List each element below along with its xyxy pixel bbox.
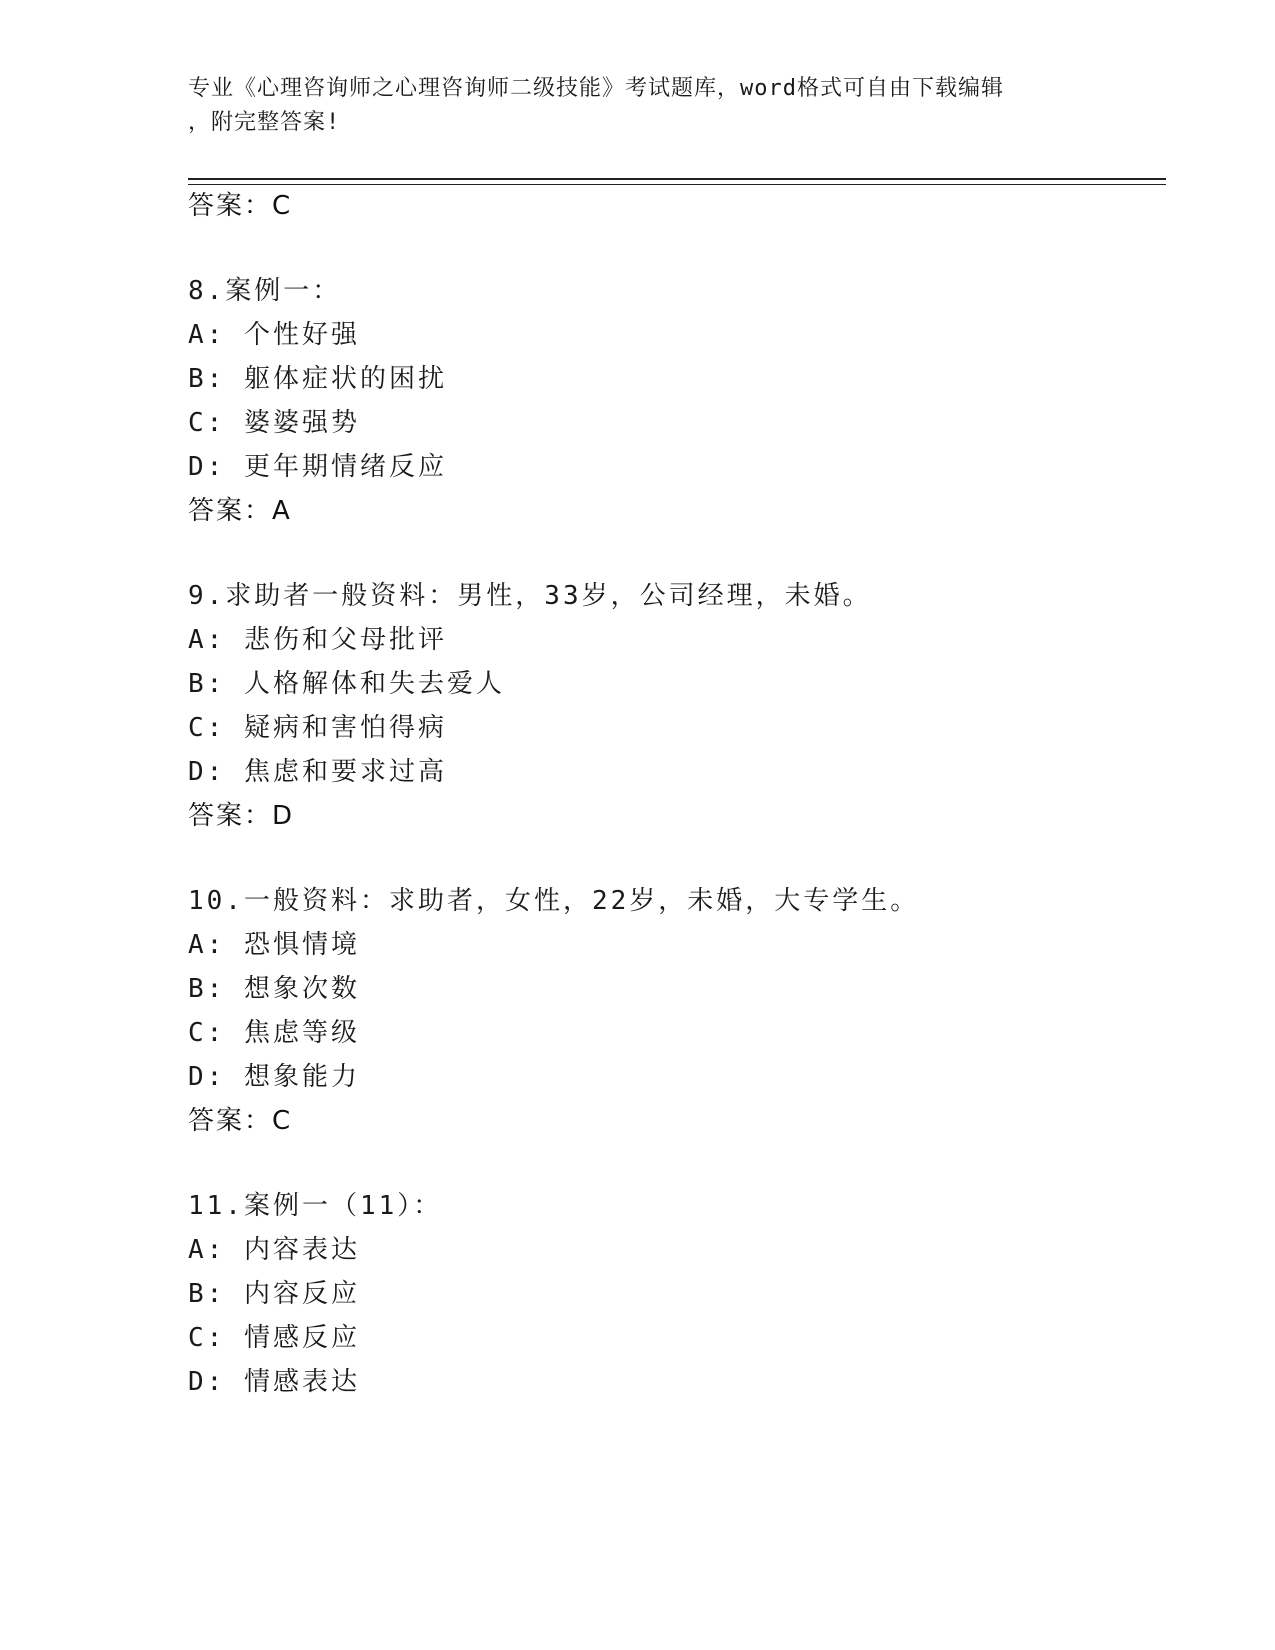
- question-11-option-c: C: 情感反应: [188, 1323, 360, 1353]
- question-8-answer: 答案：A: [188, 496, 292, 526]
- question-8-option-a: A: 个性好强: [188, 320, 360, 350]
- question-8-option-b: B: 躯体症状的困扰: [188, 364, 447, 394]
- header-divider-thin: [188, 184, 1166, 185]
- question-11-stem: 11.案例一（11）：: [188, 1191, 443, 1221]
- question-10-option-d: D: 想象能力: [188, 1062, 360, 1092]
- question-9-stem: 9.求助者一般资料：男性，33岁，公司经理，未婚。: [188, 581, 872, 611]
- answer-previous: 答案：C: [188, 191, 293, 221]
- question-10-option-b: B: 想象次数: [188, 974, 360, 1004]
- question-10-option-a: A: 恐惧情境: [188, 930, 360, 960]
- question-8-option-c: C: 婆婆强势: [188, 408, 360, 438]
- question-11-option-a: A: 内容表达: [188, 1235, 360, 1265]
- question-11-option-d: D: 情感表达: [188, 1367, 360, 1397]
- document-header: [188, 72, 1088, 140]
- question-9-option-a: A: 悲伤和父母批评: [188, 625, 447, 655]
- header-divider-thick: [188, 178, 1166, 180]
- question-10-option-c: C: 焦虑等级: [188, 1018, 360, 1048]
- header-title-line-1: 专业《心理咨询师之心理咨询师二级技能》考试题库，word格式可自由下载编辑: [188, 76, 1004, 101]
- question-9-option-c: C: 疑病和害怕得病: [188, 713, 447, 743]
- header-title-line-2: ，附完整答案!: [188, 110, 341, 135]
- question-10-stem: 10.一般资料：求助者，女性，22岁，未婚，大专学生。: [188, 886, 920, 916]
- question-9-answer: 答案：D: [188, 801, 295, 831]
- question-10-answer: 答案：C: [188, 1106, 293, 1136]
- question-9-option-b: B: 人格解体和失去爱人: [188, 669, 505, 699]
- question-8-stem: 8.案例一：: [188, 276, 342, 306]
- question-9-option-d: D: 焦虑和要求过高: [188, 757, 447, 787]
- question-8-option-d: D: 更年期情绪反应: [188, 452, 447, 482]
- question-11-option-b: B: 内容反应: [188, 1279, 360, 1309]
